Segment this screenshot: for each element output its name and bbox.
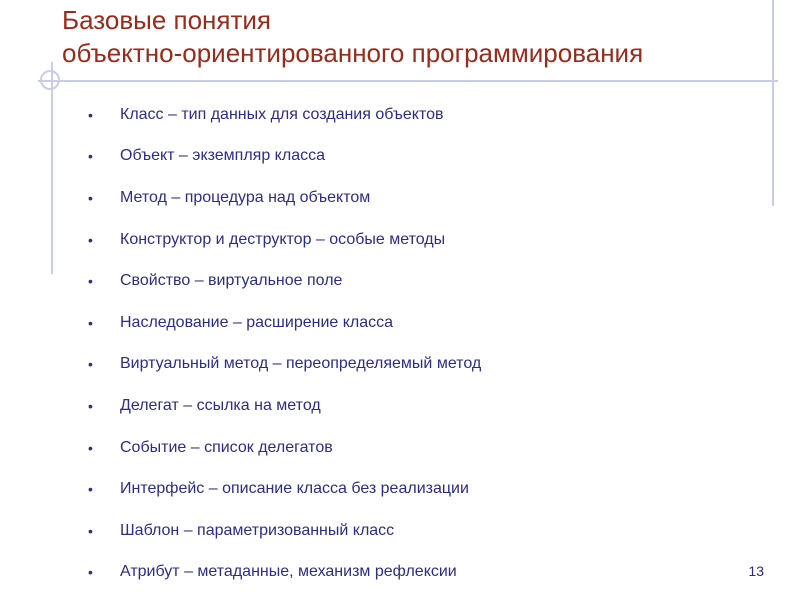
- bullet-list: [88, 94, 481, 593]
- list-item: [88, 427, 481, 469]
- bullet-icon: •: [88, 439, 93, 456]
- list-item-text: Делегат – ссылка на метод: [120, 396, 321, 414]
- list-item-text: Событие – список делегатов: [120, 438, 333, 456]
- slide-title-line-2: объектно-ориентированного программирования: [62, 38, 644, 68]
- list-item-text: Класс – тип данных для создания объектов: [120, 105, 444, 123]
- slide-title: [62, 4, 643, 70]
- decor-vertical-line-right: [772, 0, 774, 206]
- bullet-icon: •: [88, 356, 93, 373]
- list-item: [88, 344, 481, 386]
- list-item: [88, 177, 481, 219]
- bullet-icon: •: [88, 148, 93, 165]
- list-item: [88, 510, 481, 552]
- slide-title-line-1: Базовые понятия: [62, 5, 271, 35]
- list-item-text: Шаблон – параметризованный класс: [120, 521, 395, 539]
- bullet-icon: •: [88, 564, 93, 581]
- list-item: [88, 136, 481, 178]
- list-item-text: Атрибут – метаданные, механизм рефлексии: [120, 563, 457, 581]
- bullet-icon: •: [88, 481, 93, 498]
- list-item: [88, 260, 481, 302]
- bullet-icon: •: [88, 106, 93, 123]
- list-item: [88, 552, 481, 594]
- list-item-text: Объект – экземпляр класса: [120, 147, 325, 165]
- list-item-text: Конструктор и деструктор – особые методы: [120, 230, 446, 248]
- list-item-text: Метод – процедура над объектом: [120, 188, 371, 206]
- bullet-icon: •: [88, 273, 93, 290]
- decor-horizontal-line: [38, 80, 778, 82]
- list-item-text: Виртуальный метод – переопределяемый метод: [120, 355, 482, 373]
- list-item: [88, 94, 481, 136]
- list-item-text: Свойство – виртуальное поле: [120, 272, 343, 290]
- bullet-icon: •: [88, 231, 93, 248]
- list-item-text: Интерфейс – описание класса без реализации: [120, 480, 469, 498]
- decor-circle-icon: [40, 70, 60, 90]
- decor-vertical-line-left: [51, 62, 53, 274]
- list-item-text: Наследование – расширение класса: [120, 313, 394, 331]
- bullet-icon: •: [88, 522, 93, 539]
- bullet-icon: •: [88, 314, 93, 331]
- bullet-icon: •: [88, 397, 93, 414]
- list-item: [88, 468, 481, 510]
- list-item: [88, 302, 481, 344]
- list-item: [88, 219, 481, 261]
- page-number: 13: [748, 563, 764, 579]
- bullet-icon: •: [88, 189, 93, 206]
- list-item: [88, 385, 481, 427]
